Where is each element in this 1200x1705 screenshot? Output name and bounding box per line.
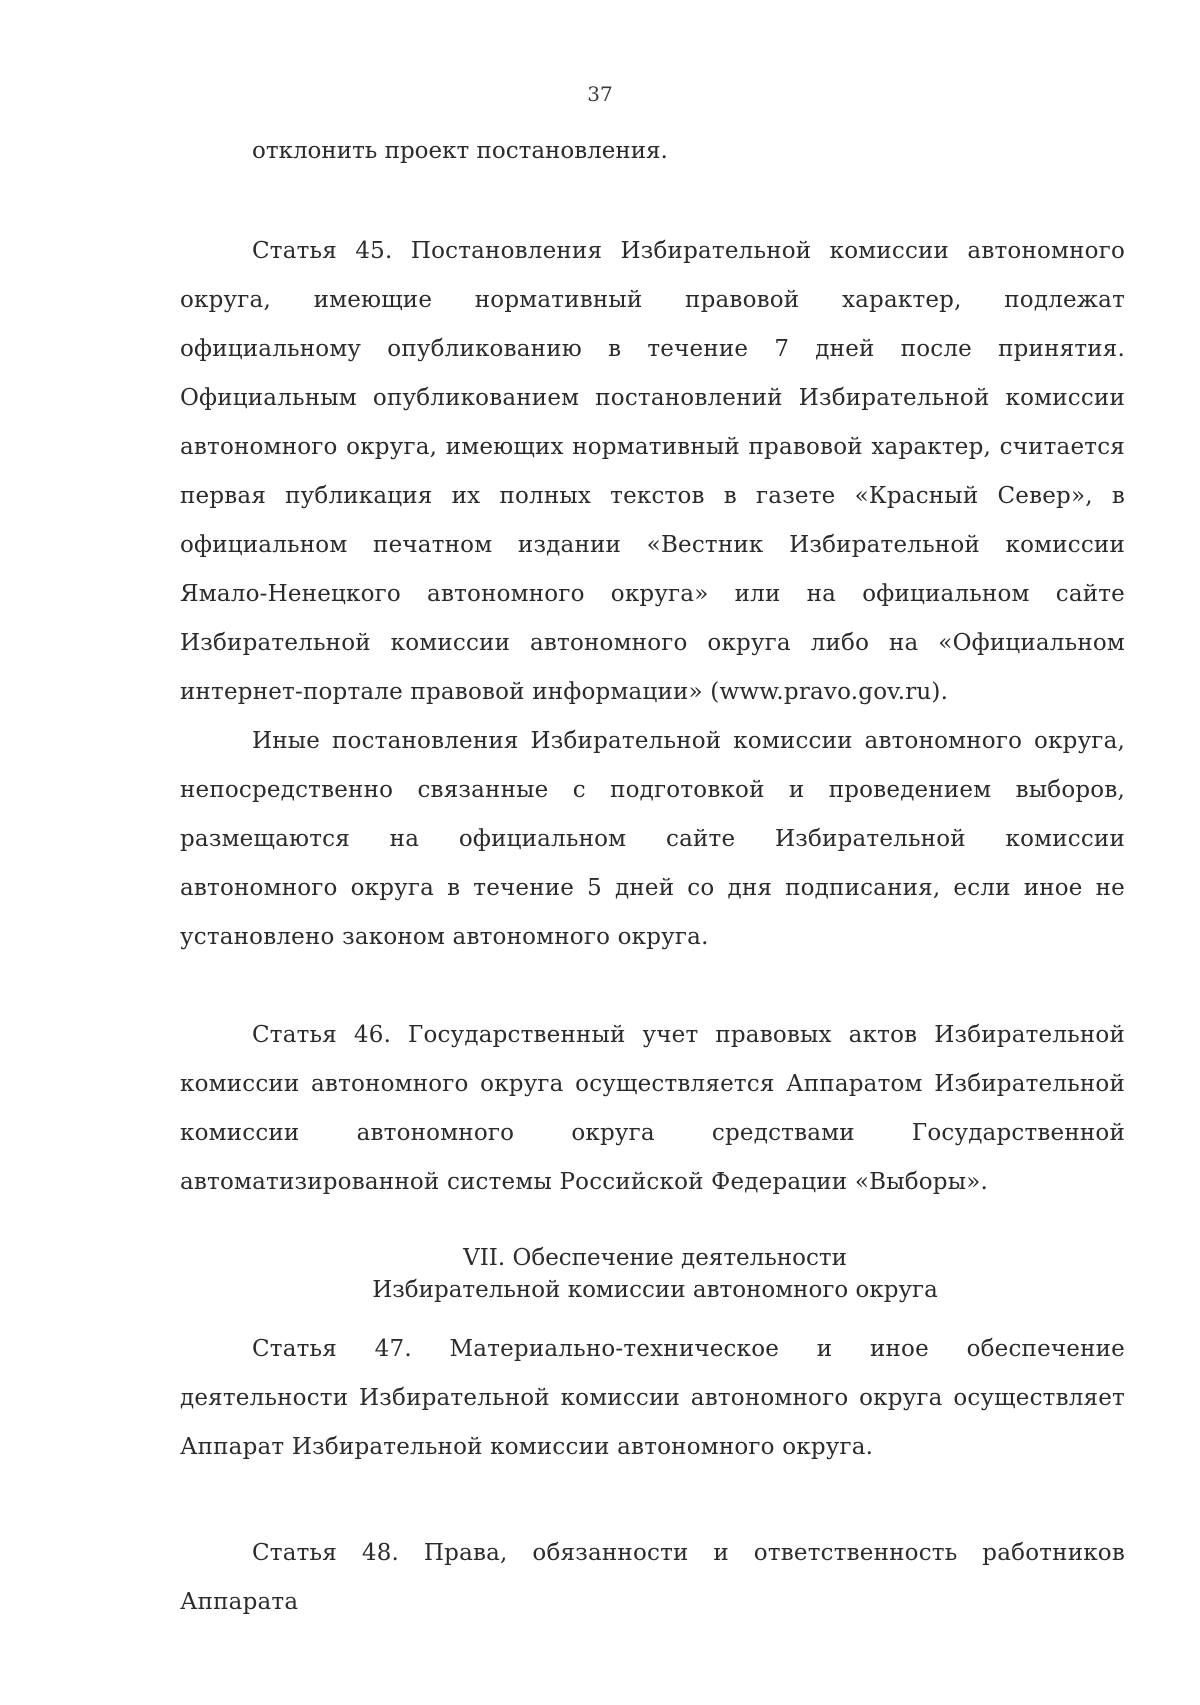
article-45-paragraph-1: Статья 45. Постановления Избирательной комиссии автономного округа, имеющие нормативный правовой характер, подлежат официальному опубликованию в течение 7 дней после принятия. Официальным опубликованием постановлений Избирательной комиссии автономного округа, имеющих нормативный правовой характер, считается первая публикация их полных текстов в газете «Красный Север», в официальном печатном издании «Вестник Избирательной комиссии Ямало-Ненецкого автономного округа» или на официальном сайте Избирательной комиссии автономного округа либо на «Официальном интернет-портале правовой информации» (www.pravo.gov.ru). — [180, 238, 1125, 705]
article-46-paragraph-1: Статья 46. Государственный учет правовых актов Избирательной комиссии автономного округа осуществляется Аппаратом Избирательной комиссии автономного округа средствами Государственной автоматизированной системы Российской Федерации «Выборы». — [180, 1022, 1125, 1195]
article-48-paragraph-1: Статья 48. Права, обязанности и ответственность работников Аппарата — [180, 1540, 1125, 1615]
section-heading-line-2: Избирательной комиссии автономного округа — [372, 1277, 938, 1303]
article-48 — [180, 1529, 1125, 1627]
article-46 — [180, 1011, 1125, 1207]
section-heading-line-1: VII. Обеспечение деятельности — [463, 1245, 847, 1271]
article-47 — [180, 1325, 1125, 1472]
article-47-paragraph-1: Статья 47. Материально-техническое и иное обеспечение деятельности Избирательной комиссии автономного округа осуществляет Аппарат Избирательной комиссии автономного округа. — [180, 1336, 1125, 1460]
article-45-paragraph-2: Иные постановления Избирательной комиссии автономного округа, непосредственно связанные с подготовкой и проведением выборов, размещаются на официальном сайте Избирательной комиссии автономного округа в течение 5 дней со дня подписания, если иное не установлено законом автономного округа. — [180, 728, 1125, 950]
article-45 — [180, 227, 1125, 962]
continuation-line: отклонить проект постановления. — [252, 138, 668, 164]
page-number: 37 — [587, 82, 613, 106]
section-heading — [0, 1242, 1200, 1306]
